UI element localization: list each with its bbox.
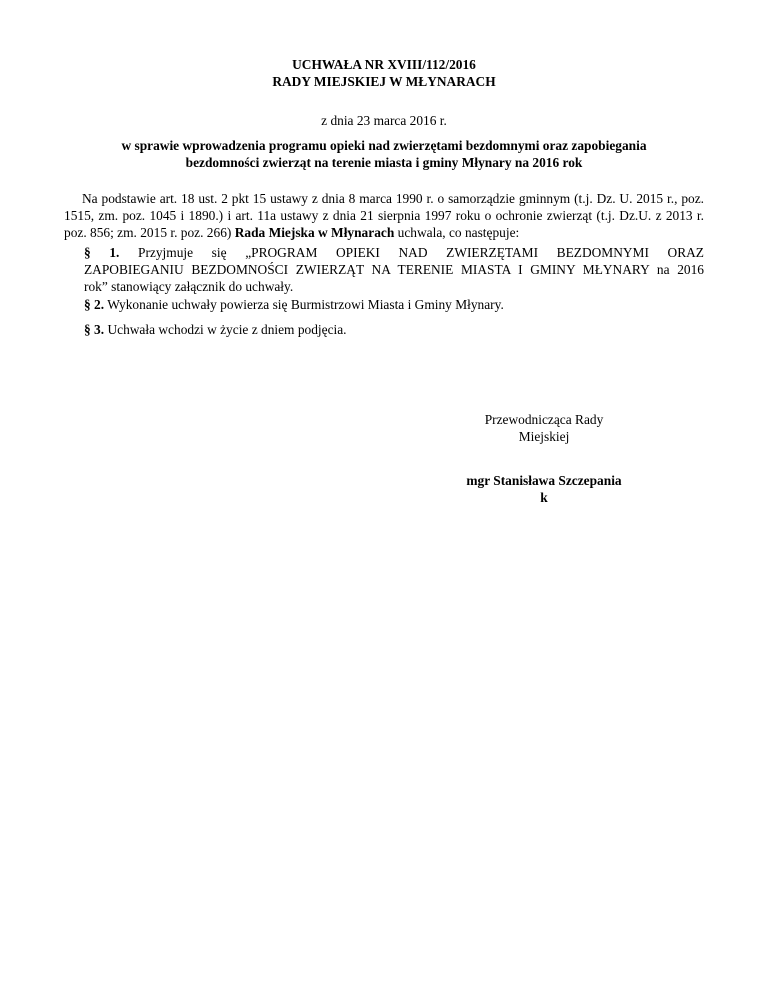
signatory-role-line-1: Przewodnicząca Rady [484,412,604,427]
section-3-text: Uchwała wchodzi w życie z dniem podjęcia. [107,322,347,337]
signatory-name [444,472,644,506]
subject-line-1: w sprawie wprowadzenia programu opieki nad zwierzętami bezdomnymi oraz zapobiegania [121,138,647,153]
title-line-1: UCHWAŁA NR XVIII/112/2016 [292,57,476,72]
signatory-role-line-2: Miejskiej [518,429,570,444]
preamble-text: Na podstawie art. 18 ust. 2 pkt 15 ustawy z dnia 8 marca 1990 r. o samorządzie gminnym (t.j. Dz. U. 2015 r., poz. 1515, zm. poz. 1045 i 1890.) i art. 11a ustawy z dnia 21 sierpnia 1997 roku o ochronie zwierząt (t.j. Dz.U. z 2013 r. poz. 856; zm. 2015 r. poz. 266) [64,191,704,240]
section-2 [84,296,704,313]
title-line-2: RADY MIEJSKIEJ W MŁYNARACH [272,74,496,89]
subject-line-2: bezdomności zwierząt na terenie miasta i gminy Młynary na 2016 rok [185,155,583,170]
resolution-title [0,56,768,90]
section-1-text-line-2: ZAPOBIEGANIU BEZDOMNOŚCI ZWIERZĄT NA TERENIE MIASTA I GMINY MŁYNARY na 2016 [84,262,704,277]
section-2-text: Wykonanie uchwały powierza się Burmistrzowi Miasta i Gminy Młynary. [107,297,504,312]
section-3 [84,321,704,338]
preamble-paragraph [64,190,704,241]
section-1-text-line-1: Przyjmuje się „PROGRAM OPIEKI NAD ZWIERZĘTAMI BEZDOMNYMI ORAZ [138,245,704,260]
section-1-number: § 1. [84,245,120,260]
section-1-line-1 [64,244,704,261]
section-2-number: § 2. [84,297,105,312]
section-3-number: § 3. [84,322,105,337]
preamble-closing: uchwala, co następuje: [397,225,520,240]
signatory-name-line-1: mgr Stanisława Szczepania [466,473,622,488]
section-1-text-line-3: rok” stanowiący załącznik do uchwały. [84,279,294,294]
signatory-name-line-2: k [540,490,548,505]
signatory-role [444,411,644,445]
resolution-subject [90,137,678,171]
section-1 [64,244,704,295]
preamble-council-name: Rada Miejska w Młynarach [234,225,395,240]
resolution-date: z dnia 23 marca 2016 r. [321,113,447,128]
